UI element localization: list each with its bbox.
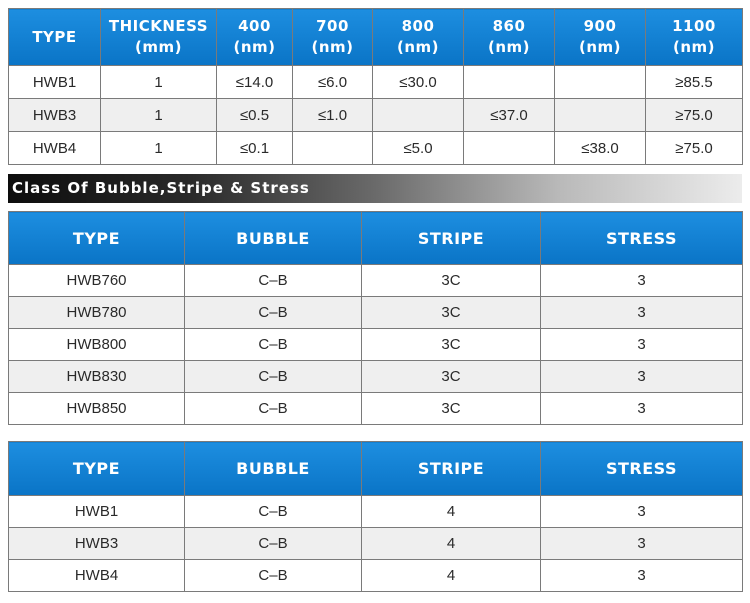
cell: ≤37.0 [464,99,555,132]
cell: C–B [185,297,362,329]
cell: 1 [101,132,217,165]
table-row [9,99,743,132]
cell: C–B [185,528,362,560]
cell: 3C [362,265,541,297]
bubble-stripe-stress-table-2 [8,441,743,592]
header-type: TYPE [9,442,185,496]
cell: 3C [362,329,541,361]
cell: HWB760 [9,265,185,297]
cell [555,66,646,99]
header-bubble: BUBBLE [185,442,362,496]
header-700nm: 700 (nm) [293,9,373,66]
table-header-row [9,9,743,66]
table-row [9,496,743,528]
section-title-band [8,174,742,203]
cell: C–B [185,393,362,425]
cell: ≤6.0 [293,66,373,99]
cell: 1 [101,66,217,99]
cell [373,99,464,132]
bubble-stripe-stress-table [8,211,743,425]
cell: 3C [362,297,541,329]
cell: 3 [541,560,743,592]
header-860nm: 860 (nm) [464,9,555,66]
cell: ≥75.0 [646,99,743,132]
cell: ≤38.0 [555,132,646,165]
cell: 3C [362,393,541,425]
table-row [9,361,743,393]
header-stripe: STRIPE [362,442,541,496]
cell: 1 [101,99,217,132]
table-header-row [9,212,743,265]
cell: HWB1 [9,66,101,99]
header-type: TYPE [9,9,101,66]
cell: ≤5.0 [373,132,464,165]
table-row [9,329,743,361]
cell: HWB800 [9,329,185,361]
table-row [9,265,743,297]
cell: HWB3 [9,528,185,560]
cell: HWB850 [9,393,185,425]
header-thickness: THICKNESS (mm) [101,9,217,66]
cell: 3 [541,393,743,425]
header-stripe: STRIPE [362,212,541,265]
cell: HWB3 [9,99,101,132]
cell: ≥75.0 [646,132,743,165]
cell: 3 [541,528,743,560]
header-900nm: 900 (nm) [555,9,646,66]
cell: ≤30.0 [373,66,464,99]
cell: 3 [541,265,743,297]
table-row [9,560,743,592]
cell: HWB780 [9,297,185,329]
cell: ≤0.1 [217,132,293,165]
cell: 3 [541,329,743,361]
cell: 3 [541,361,743,393]
header-stress: STRESS [541,442,743,496]
table-row [9,528,743,560]
cell: 4 [362,496,541,528]
table-row [9,66,743,99]
transmittance-table [8,8,743,165]
cell: 3 [541,297,743,329]
cell: C–B [185,560,362,592]
cell: 4 [362,560,541,592]
cell [464,66,555,99]
table-row [9,132,743,165]
header-1100nm: 1100 (nm) [646,9,743,66]
cell [464,132,555,165]
header-type: TYPE [9,212,185,265]
table-row [9,297,743,329]
cell: HWB1 [9,496,185,528]
cell: C–B [185,265,362,297]
cell: 4 [362,528,541,560]
cell: HWB830 [9,361,185,393]
header-800nm: 800 (nm) [373,9,464,66]
cell [555,99,646,132]
cell: C–B [185,361,362,393]
cell: 3C [362,361,541,393]
section-title: Class Of Bubble,Stripe & Stress [12,179,310,197]
cell: ≥85.5 [646,66,743,99]
cell: C–B [185,496,362,528]
cell [293,132,373,165]
cell: HWB4 [9,132,101,165]
header-400nm: 400 (nm) [217,9,293,66]
cell: 3 [541,496,743,528]
header-stress: STRESS [541,212,743,265]
table-header-row [9,442,743,496]
cell: ≤14.0 [217,66,293,99]
cell: ≤0.5 [217,99,293,132]
cell: ≤1.0 [293,99,373,132]
cell: HWB4 [9,560,185,592]
cell: C–B [185,329,362,361]
table-row [9,393,743,425]
header-bubble: BUBBLE [185,212,362,265]
